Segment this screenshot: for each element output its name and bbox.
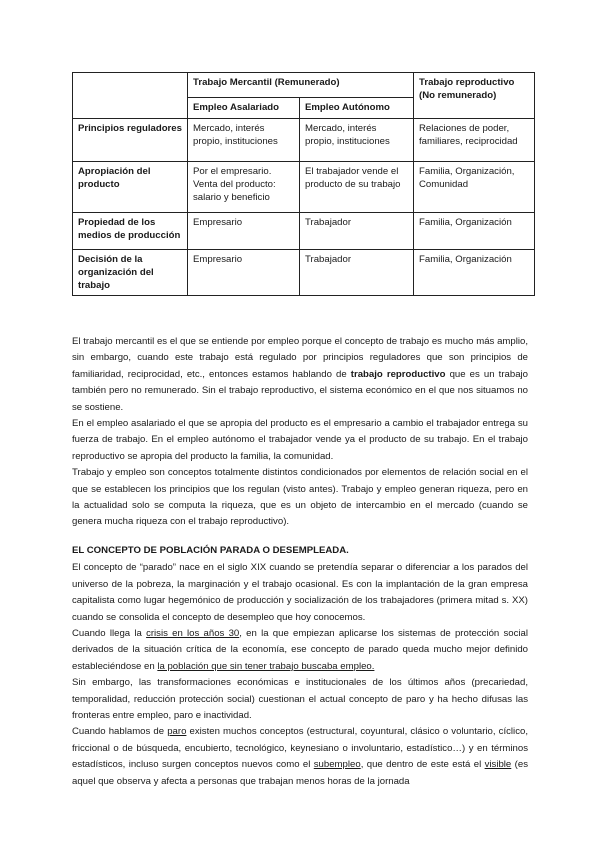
- table-cell: Familia, Organización, Comunidad: [414, 162, 535, 213]
- row-label: Propiedad de los medios de producción: [73, 213, 188, 250]
- paragraph: [72, 724, 528, 790]
- underlined-term: crisis en los años 30: [146, 627, 240, 639]
- table-row: [73, 119, 535, 162]
- bold-term: trabajo reproductivo: [350, 368, 446, 380]
- text-run: , en la que empiezan aplicarse los sistemas de protección social derivados de la situación crítica de la economía, ese concepto de parado queda mucho mejor definido estableciéndose en: [72, 627, 528, 672]
- table-row: [73, 213, 535, 250]
- paragraph: Trabajo y empleo son conceptos totalmente distintos condicionados por elementos de relación social en el que se establecen los principios que los regulan (visto antes). Trabajo y empleo generan riqueza, pero en la actualidad solo se computa la riqueza, que es un objeto de intercambio en el mercado (cuando se genera mucha riqueza con el trabajo reproductivo).: [72, 467, 528, 528]
- text-run: Cuando hablamos de: [72, 726, 168, 738]
- table-corner-cell: [73, 73, 188, 119]
- paragraph: [72, 626, 528, 675]
- table-cell: Trabajador: [300, 213, 414, 250]
- table-row: [73, 162, 535, 213]
- table-cell: Empresario: [188, 250, 300, 296]
- table-cell: Relaciones de poder, familiares, reciprocidad: [414, 119, 535, 162]
- table-cell: El trabajador vende el producto de su trabajo: [300, 162, 414, 213]
- row-label: Principios reguladores: [73, 119, 188, 162]
- underlined-term: subempleo: [313, 759, 361, 771]
- underlined-term: visible: [484, 759, 512, 771]
- header-asalariado: Empleo Asalariado: [188, 98, 300, 119]
- text-run: , que dentro de este está el: [360, 759, 485, 771]
- table-cell: Por el empresario. Venta del producto: salario y beneficio: [188, 162, 300, 213]
- text-run: El trabajo mercantil es el que se entiende por empleo porque el concepto de trabajo es mucho más amplio, sin embargo, cuando este trabajo está regulado por principios reguladores que son principios de familiaridad, reciprocidad, etc., entonces estamos hablando de: [72, 336, 528, 380]
- table-cell: Familia, Organización: [414, 250, 535, 296]
- text-run: existen muchos conceptos (estructural, coyuntural, clásico o voluntario, cíclico, friccional o de búsqueda, encubierto, tecnológico, keynesiano o involuntario, estadístico…) y en términos estadísticos, incluso surgen conceptos nuevos como el: [72, 726, 528, 771]
- table-cell: Trabajador: [300, 250, 414, 296]
- paragraph: Sin embargo, las transformaciones económicas e institucionales de los últimos años (precariedad, temporalidad, reducción protección social) cuestionan el actual concepto de paro y ha hecho difusas las fronteras entre empleo, paro e inactividad.: [72, 677, 528, 721]
- table-header-row: [73, 73, 535, 98]
- header-mercantil: Trabajo Mercantil (Remunerado): [188, 73, 414, 98]
- text-run: Cuando llega la: [72, 627, 147, 639]
- table-cell: Familia, Organización: [414, 213, 535, 250]
- paragraph: En el empleo asalariado el que se apropia del producto es el empresario a cambio el trabajador entrega su fuerza de trabajo. En el empleo autónomo el trabajador vende ya el producto de su trabajo. En el trabajo reproductivo se apropia del producto la familia, la comunidad.: [72, 418, 528, 462]
- table-cell: Empresario: [188, 213, 300, 250]
- row-label: Apropiación del producto: [73, 162, 188, 213]
- underlined-term: paro: [167, 726, 187, 738]
- paragraph: [72, 334, 528, 416]
- table-cell: Mercado, interés propio, instituciones: [188, 119, 300, 162]
- paragraph: El concepto de “parado” nace en el siglo XIX cuando se pretendía separar o diferenciar a los parados del universo de la pobreza, la marginación y el trabajo ocasional. Es con la implantación de la gran empresa capitalista como lugar hegemónico de producción y socialización de los trabajadores (primera mitad s. XX) cuando se consolida el concepto de desempleo que hoy conocemos.: [72, 562, 528, 623]
- text-run: (es aquel que observa y afecta a personas que trabajan menos horas de la jornada: [72, 759, 528, 787]
- row-label: Decisión de la organización del trabajo: [73, 250, 188, 296]
- comparison-table: [72, 72, 535, 296]
- table-cell: Mercado, interés propio, instituciones: [300, 119, 414, 162]
- table-row: [73, 250, 535, 296]
- text-run: que es un trabajo también pero no remunerado. Sin el trabajo reproductivo, el sistema económico en el que nos situamos no se sostiene.: [72, 368, 528, 413]
- header-reproductivo: Trabajo reproductivo (No remunerado): [414, 73, 535, 119]
- underlined-term: la población que sin tener trabajo buscaba empleo.: [157, 660, 375, 672]
- header-autonomo: Empleo Autónomo: [300, 98, 414, 119]
- body-text: [72, 334, 528, 790]
- section-heading: EL CONCEPTO DE POBLACIÓN PARADA O DESEMPLEADA.: [72, 544, 349, 556]
